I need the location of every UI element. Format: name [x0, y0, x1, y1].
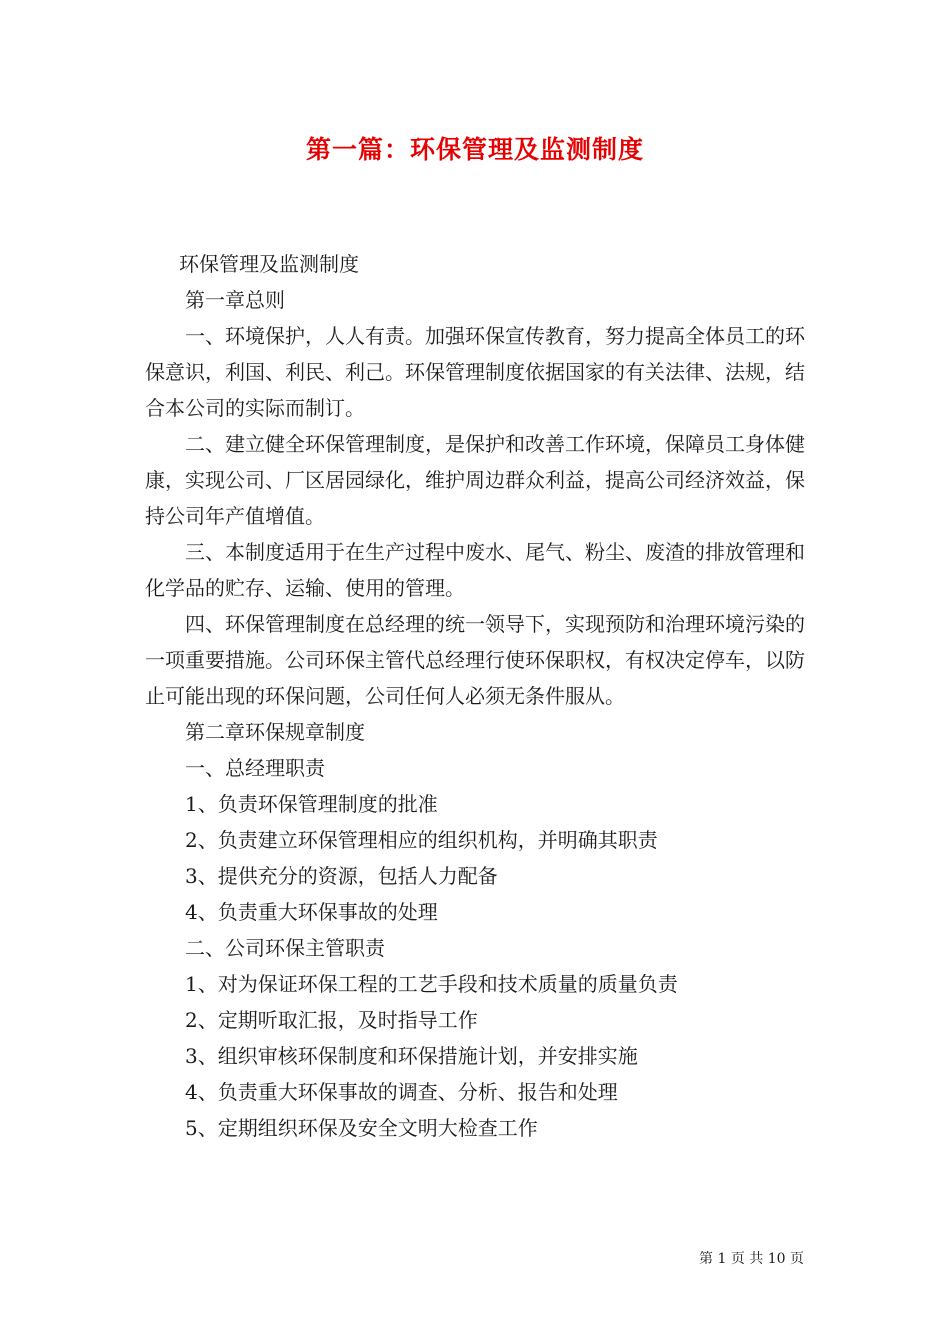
document-subtitle: 环保管理及监测制度	[179, 252, 359, 276]
list-item: 4、负责重大环保事故的处理	[185, 900, 438, 924]
list-item: 4、负责重大环保事故的调查、分析、报告和处理	[185, 1080, 618, 1104]
paragraph: 二、建立健全环保管理制度，是保护和改善工作环境，保障员工身体健康，实现公司、厂区居园绿化，维护周边群众利益，提高公司经济效益，保持公司年产值增值。	[145, 432, 805, 528]
section-heading: 二、公司环保主管职责	[185, 936, 385, 960]
paragraph: 一、环境保护，人人有责。加强环保宣传教育，努力提高全体员工的环保意识，利国、利民、利己。环保管理制度依据国家的有关法律、法规，结合本公司的实际而制订。	[145, 324, 805, 420]
paragraph-chapter-2: 第二章环保规章制度	[185, 720, 365, 744]
list-item: 2、负责建立环保管理相应的组织机构，并明确其职责	[185, 828, 658, 852]
list-item: 3、组织审核环保制度和环保措施计划，并安排实施	[185, 1044, 638, 1068]
list-item: 1、对为保证环保工程的工艺手段和技术质量的质量负责	[185, 972, 678, 996]
paragraph: 三、本制度适用于在生产过程中废水、尾气、粉尘、废渣的排放管理和化学品的贮存、运输、使用的管理。	[145, 540, 805, 600]
section-heading: 一、总经理职责	[185, 756, 325, 780]
page-title: 第一篇：环保管理及监测制度	[305, 135, 644, 164]
paragraph-chapter-1: 第一章总则	[185, 288, 285, 312]
paragraph: 四、环保管理制度在总经理的统一领导下，实现预防和治理环境污染的一项重要措施。公司环保主管代总经理行使环保职权，有权决定停车，以防止可能出现的环保问题，公司任何人必须无条件服从。	[145, 612, 805, 708]
page-footer: 第 1 页 共 10 页	[699, 1251, 804, 1267]
list-item: 3、提供充分的资源，包括人力配备	[185, 864, 498, 888]
list-item: 2、定期听取汇报，及时指导工作	[185, 1008, 478, 1032]
document-body	[145, 246, 805, 1146]
list-item: 5、定期组织环保及安全文明大检查工作	[185, 1116, 538, 1140]
list-item: 1、负责环保管理制度的批准	[185, 792, 438, 816]
